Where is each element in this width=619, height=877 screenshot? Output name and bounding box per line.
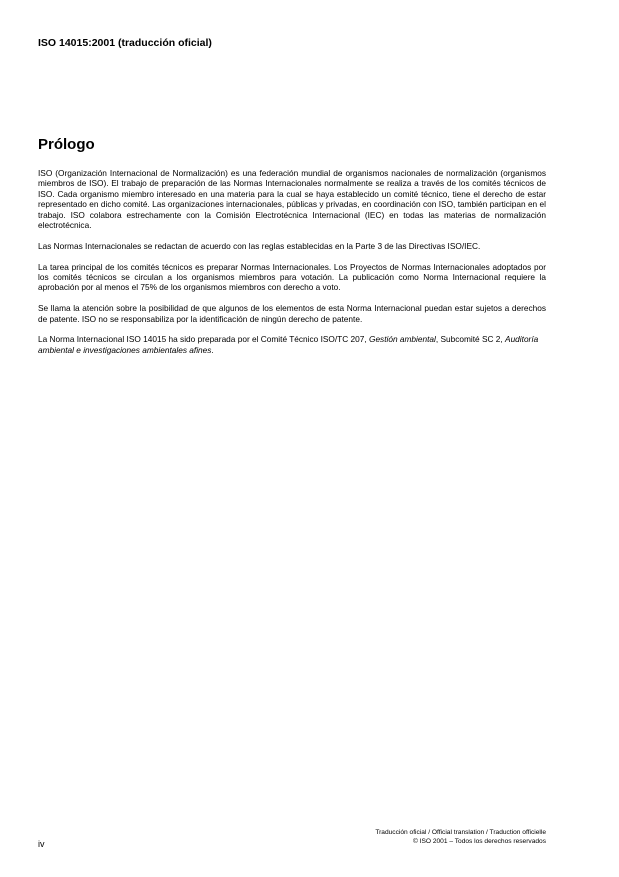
paragraph-iso-description: ISO (Organización Internacional de Normalización) es una federación mundial de organismos nacionales de normalización (organismos miembros de ISO). El trabajo de preparación de las Normas Internacionales normalmente se realiza a través de los comités técnicos de ISO. Cada organismo miembro interesado en una materia para la cual se haya establecido un comité técnico, tiene el derecho de estar representado en dicho comité. Las organizaciones internacionales, públicas y privadas, en coordinación con ISO, también participan en el trabajo. ISO colabora estrechamente con la Comisión Electrotécnica Internacional (IEC) en todas las materias de normalización electrotécnica.	[38, 168, 546, 231]
subcommittee-name: Auditoría ambiental e investigaciones ambientales afines	[38, 334, 539, 355]
footer-notice	[246, 828, 546, 846]
paragraph-technical-committees: La tarea principal de los comités técnicos es preparar Normas Internacionales. Los Proyectos de Normas Internacionales adoptados por los comités técnicos se circulan a los organismos miembros para votación. La publicación como Norma Internacional requiere la aprobación por al menos el 75% de los organismos miembros con derecho a voto.	[38, 261, 546, 293]
document-header: ISO 14015:2001 (traducción oficial)	[38, 37, 212, 49]
section-title: Prólogo	[38, 136, 95, 153]
paragraph-drafting-rules: Las Normas Internacionales se redactan de acuerdo con las reglas establecidas en la Parte 3 de las Directivas ISO/IEC.	[38, 240, 481, 251]
preparation-text-1: La Norma Internacional ISO 14015 ha sido preparada por el Comité Técnico ISO/TC 207,	[38, 334, 369, 345]
page-number: iv	[38, 839, 45, 849]
paragraph-preparation	[38, 334, 546, 355]
foreword-body	[38, 168, 546, 366]
copyright-notice: © ISO 2001 – Todos los derechos reservados	[412, 838, 546, 845]
paragraph-patent-rights: Se llama la atención sobre la posibilidad de que algunos de los elementos de esta Norma Internacional puedan estar sujetos a derechos de patente. ISO no se responsabiliza por la identificación de ningún derecho de patente.	[38, 303, 546, 324]
preparation-text-2: , Subcomité SC 2,	[435, 334, 506, 345]
committee-name: Gestión ambiental	[368, 334, 436, 345]
preparation-text-3: .	[211, 344, 214, 355]
translation-notice: Traducción oficial / Official translation / Traduction officielle	[375, 829, 546, 836]
